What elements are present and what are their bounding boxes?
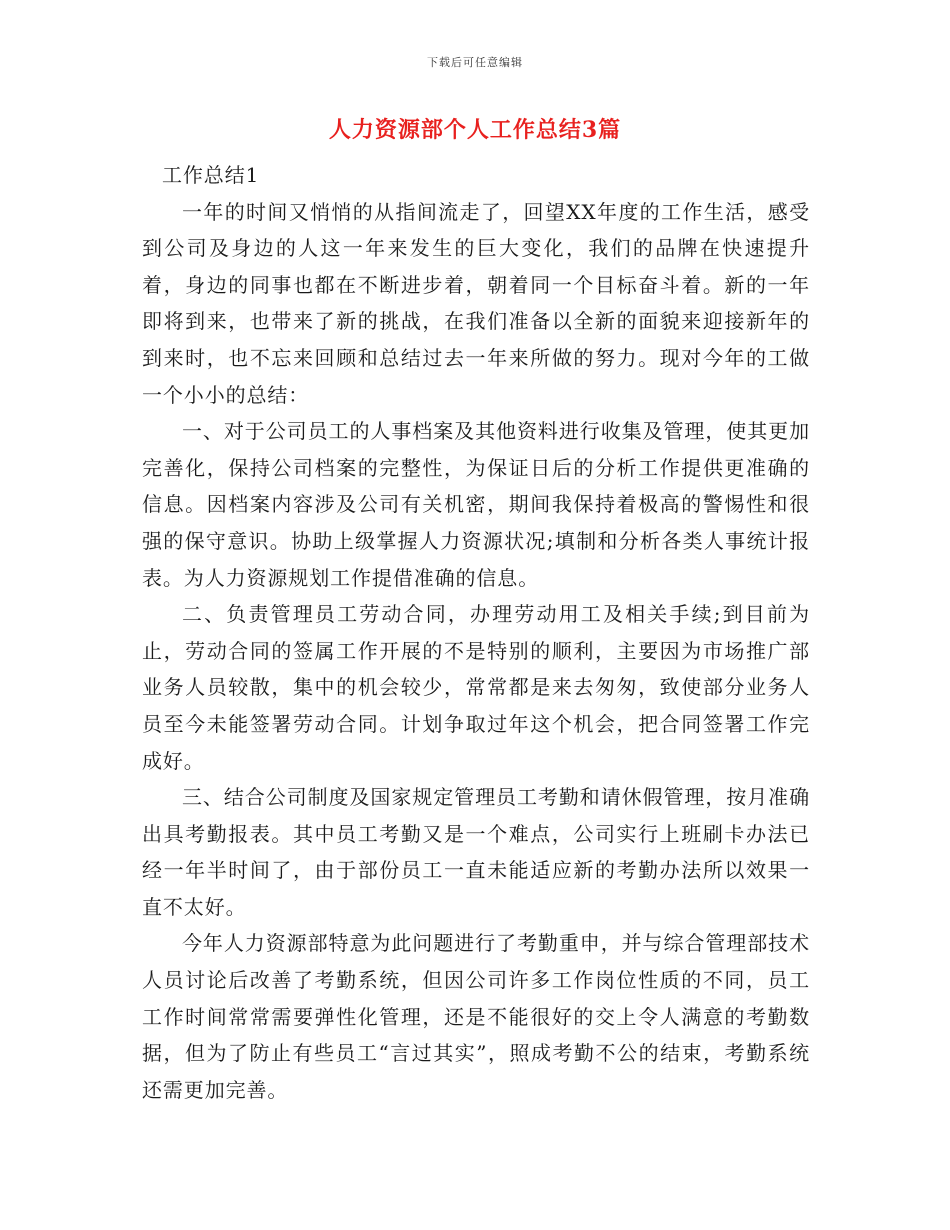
paragraph-intro: 一年的时间又悄悄的从指间流走了，回望XX年度的工作生活，感受到公司及身边的人这一年来发生的巨大变化，我们的品牌在快速提升着，身边的同事也都在不断进步着，朝着同一个目标奋斗着。新的一年即将到来，也带来了新的挑战，在我们准备以全新的面貌来迎接新年的到来时，也不忘来回顾和总结过去一年来所做的努力。现对今年的工做一个小小的总结： — [142, 199, 810, 407]
paragraph-item-3: 三、结合公司制度及国家规定管理员工考勤和请休假管理，按月准确出具考勤报表。其中员工考勤又是一个难点，公司实行上班刷卡办法已经一年半时间了，由于部份员工一直未能适应新的考勤办法所以效果一直不太好。 — [142, 785, 810, 919]
paragraph-item-1: 一、对于公司员工的人事档案及其他资料进行收集及管理，使其更加完善化，保持公司档案的完整性，为保证日后的分析工作提供更准确的信息。因档案内容涉及公司有关机密，期间我保持着极高的警惕性和很强的保守意识。协助上级掌握人力资源状况;填制和分析各类人事统计报表。为人力资源规划工作提借准确的信息。 — [142, 419, 810, 590]
page-header-note: 下载后可任意编辑 — [427, 56, 523, 69]
document-title: 人力资源部个人工作总结3篇 — [328, 117, 622, 143]
document-body — [142, 157, 810, 1108]
paragraph-attendance: 今年人力资源部特意为此问题进行了考勤重申，并与综合管理部技术人员讨论后改善了考勤系统，但因公司许多工作岗位性质的不同，员工工作时间常常需要弹性化管理，还是不能很好的交上令人满意的考勤数据，但为了防止有些员工“言过其实”，照成考勤不公的结束，考勤系统还需更加完善。 — [142, 931, 810, 1102]
paragraph-item-2: 二、负责管理员工劳动合同，办理劳动用工及相关手续;到目前为止，劳动合同的签属工作开展的不是特别的顺利，主要因为市场推广部业务人员较散，集中的机会较少，常常都是来去匆匆，致使部分业务人员至今未能签署劳动合同。计划争取过年这个机会，把合同签署工作完成好。 — [142, 602, 810, 773]
section-heading: 工作总结1 — [162, 163, 260, 187]
